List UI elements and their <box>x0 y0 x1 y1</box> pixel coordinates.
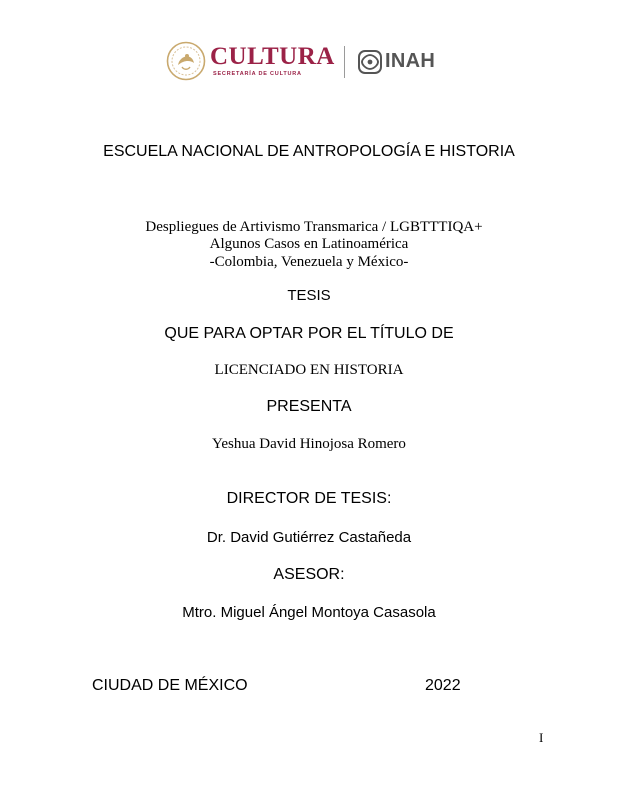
thesis-title-line-1: Despliegues de Artivismo Transmarica / LGBTTTIQA+ <box>145 219 483 235</box>
optar-statement: QUE PARA OPTAR POR EL TÍTULO DE <box>164 325 454 342</box>
asesor-name: Mtro. Miguel Ángel Montoya Casasola <box>182 604 436 621</box>
inah-glyph-icon <box>356 48 384 76</box>
header-logos <box>166 40 456 84</box>
tesis-label: TESIS <box>287 287 331 304</box>
cultura-logo-text: CULTURA <box>210 43 335 70</box>
cultura-logo-subtext: SECRETARÍA DE CULTURA <box>213 71 302 77</box>
thesis-title-line-3: -Colombia, Venezuela y México- <box>209 254 409 270</box>
thesis-title-line-2: Algunos Casos en Latinoamérica <box>209 236 409 252</box>
page-number: I <box>539 730 544 745</box>
inah-logo-text: INAH <box>385 50 436 72</box>
author-name: Yeshua David Hinojosa Romero <box>212 436 406 452</box>
presenta-label: PRESENTA <box>266 398 352 415</box>
director-label: DIRECTOR DE TESIS: <box>226 490 392 507</box>
mexico-seal-icon <box>166 41 206 81</box>
year-label: 2022 <box>425 677 461 694</box>
degree-title: LICENCIADO EN HISTORIA <box>214 362 404 378</box>
director-name: Dr. David Gutiérrez Castañeda <box>206 529 412 546</box>
city-label: CIUDAD DE MÉXICO <box>92 677 248 694</box>
asesor-label: ASESOR: <box>273 566 345 583</box>
school-name: ESCUELA NACIONAL DE ANTROPOLOGÍA E HISTORIA <box>103 143 515 160</box>
logo-divider <box>344 46 345 78</box>
